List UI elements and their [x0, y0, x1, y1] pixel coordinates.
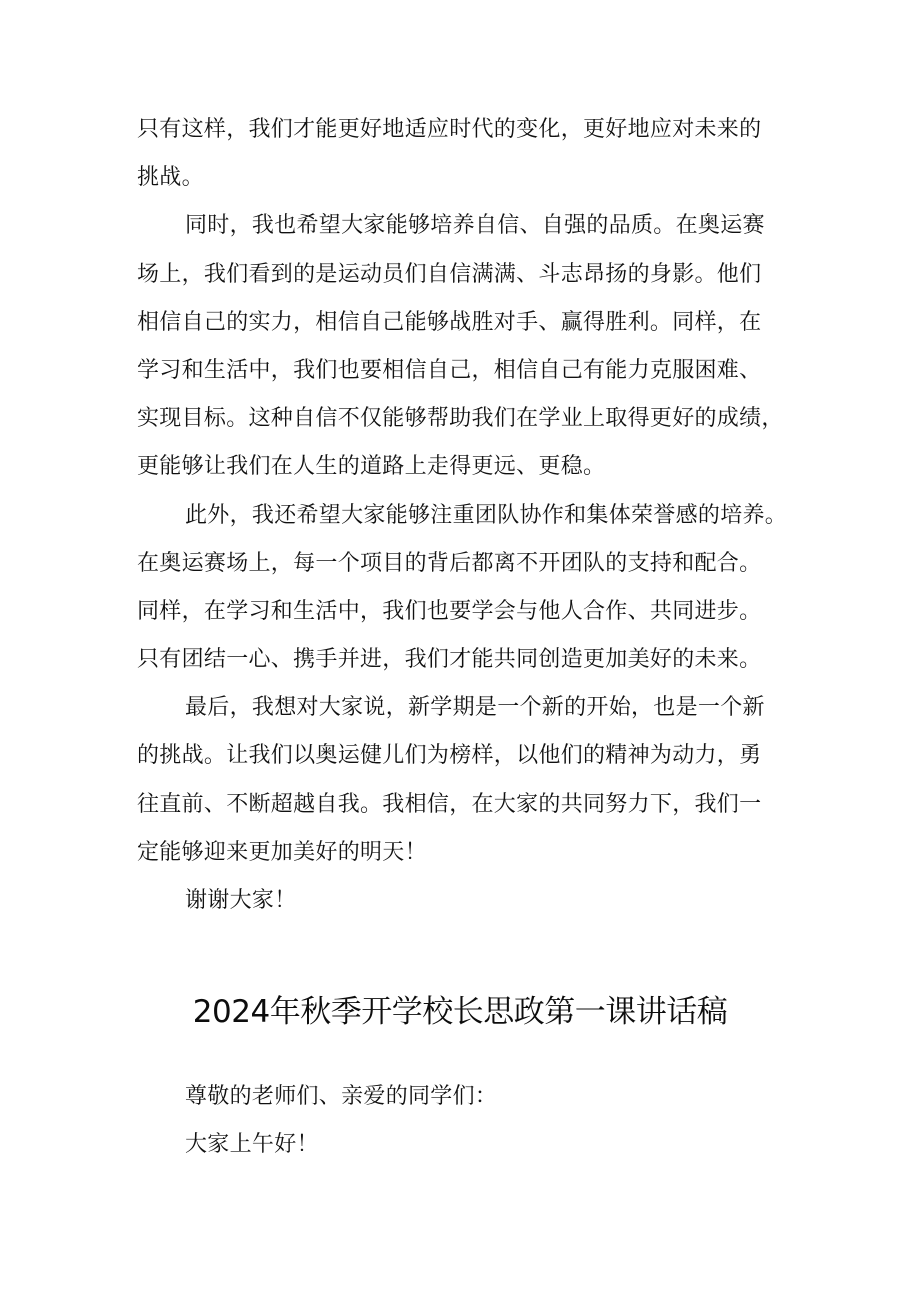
paragraph-closing — [137, 684, 817, 877]
text-line: 此外，我还希望大家能够注重团队协作和集体荣誉感的培养。 — [185, 502, 788, 528]
salutation-line: 尊敬的老师们、亲爱的同学们： — [185, 1084, 498, 1109]
continuation-paragraph — [137, 106, 817, 202]
text-line: 只有团结一心、携手并进，我们才能共同创造更加美好的未来。 — [137, 647, 762, 673]
text-line: 相信自己的实力，相信自己能够战胜对手、赢得胜利。同样，在 — [137, 309, 762, 335]
text-line: 学习和生活中，我们也要相信自己，相信自己有能力克服困难、 — [137, 357, 762, 383]
text-line: 只有这样，我们才能更好地适应时代的变化，更好地应对未来的 — [137, 117, 762, 142]
thanks-line: 谢谢大家！ — [185, 888, 297, 913]
text-line: 最后，我想对大家说，新学期是一个新的开始，也是一个新 — [185, 695, 765, 721]
greeting-line: 大家上午好！ — [185, 1132, 319, 1157]
text-line: 场上，我们看到的是运动员们自信满满、斗志昂扬的身影。他们 — [137, 261, 762, 287]
document-title: 2024年秋季开学校长思政第一课讲话稿 — [192, 994, 728, 1030]
paragraph-teamwork — [137, 492, 817, 685]
speech-body — [137, 106, 817, 925]
greeting-block — [185, 1073, 785, 1169]
text-line: 往直前、不断超越自我。我相信，在大家的共同努力下，我们一 — [137, 791, 762, 817]
text-line: 同样，在学习和生活中，我们也要学会与他人合作、共同进步。 — [137, 598, 762, 624]
text-line: 挑战。 — [137, 165, 204, 191]
text-line: 的挑战。让我们以奥运健儿们为榜样，以他们的精神为动力，勇 — [137, 743, 762, 769]
text-line: 在奥运赛场上，每一个项目的背后都离不开团队的支持和配合。 — [137, 550, 762, 576]
text-line: 定能够迎来更加美好的明天！ — [137, 839, 427, 865]
text-line: 实现目标。这种自信不仅能够帮助我们在学业上取得更好的成绩， — [137, 406, 784, 432]
text-line: 同时，我也希望大家能够培养自信、自强的品质。在奥运赛 — [185, 213, 765, 239]
paragraph-confidence — [137, 202, 817, 491]
text-line: 更能够让我们在人生的道路上走得更远、更稳。 — [137, 454, 606, 480]
